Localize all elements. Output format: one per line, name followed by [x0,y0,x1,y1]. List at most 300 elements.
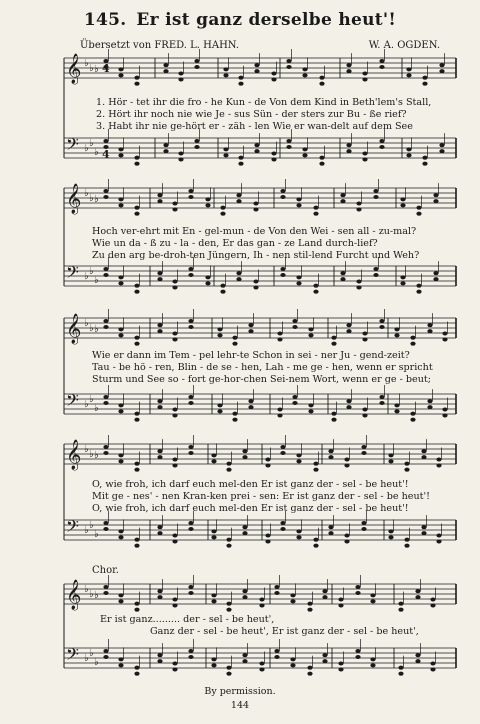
notehead [400,203,405,207]
notehead [415,595,420,599]
notehead [415,589,420,593]
notehead [205,203,210,207]
notehead [103,395,108,399]
notehead [103,319,108,323]
notehead [253,280,258,284]
notehead [355,585,360,589]
flat-sign: ♭ [94,657,99,668]
notehead [134,76,139,80]
notehead [238,82,243,86]
notehead [379,139,384,143]
notehead [292,395,297,399]
notehead [118,593,123,597]
notehead [134,418,139,422]
notehead [103,445,108,449]
notehead [157,589,162,593]
notehead [118,535,123,539]
notehead [400,275,405,279]
notehead [118,275,123,279]
notehead [356,202,361,206]
notehead [118,459,123,463]
flat-sign: ♭ [94,403,99,414]
notehead [178,72,183,76]
flat-sign: ♭ [94,64,99,75]
notehead [340,271,345,275]
flat-sign: ♭ [89,589,94,600]
notehead [286,65,291,69]
lyric-line: Zu den arg be-droh-ten Jüngern, Ih - nen stil-lend Furcht und Weh? [92,250,420,261]
notehead [433,277,438,281]
notehead [404,538,409,542]
notehead [373,189,378,193]
notehead [232,418,237,422]
notehead [442,338,447,342]
notehead [223,73,228,77]
notehead [313,544,318,548]
notehead [220,206,225,210]
notehead [439,149,444,153]
notehead [356,286,361,290]
notehead [319,162,324,166]
notehead [346,323,351,327]
notehead [188,591,193,595]
flat-sign: ♭ [84,399,89,410]
notehead [157,199,162,203]
flat-sign: ♭ [89,63,94,74]
notehead [134,156,139,160]
notehead [265,540,270,544]
hymn-number: 145. [83,10,127,30]
notehead [370,599,375,603]
treble-clef: 𝄞 [66,580,82,610]
notehead [292,325,297,329]
notehead [134,290,139,294]
notehead [103,591,108,595]
notehead [211,663,216,667]
notehead [308,409,313,413]
notehead [157,653,162,657]
notehead [422,82,427,86]
notehead [433,199,438,203]
notehead [290,657,295,661]
notehead [379,319,384,323]
notehead [163,149,168,153]
notehead [226,468,231,472]
notehead [172,534,177,538]
notehead [134,82,139,86]
notehead [172,286,177,290]
notehead [157,329,162,333]
notehead [188,451,193,455]
flat-sign: ♭ [94,450,99,461]
notehead [118,153,123,157]
notehead [103,139,108,143]
notehead [274,649,279,653]
notehead [254,149,259,153]
notehead [226,672,231,676]
notehead [307,672,312,676]
notehead [188,655,193,659]
notehead [211,657,216,661]
notehead [313,284,318,288]
notehead [427,329,432,333]
notehead [226,608,231,612]
notehead [265,534,270,538]
notehead [103,585,108,589]
notehead [398,672,403,676]
notehead [307,666,312,670]
notehead [308,327,313,331]
notehead [248,323,253,327]
notehead [103,273,108,277]
notehead [322,653,327,657]
notehead [103,527,108,531]
flat-sign: ♭ [84,584,89,595]
notehead [134,462,139,466]
notehead [398,666,403,670]
notehead [400,197,405,201]
notehead [134,342,139,346]
notehead [373,267,378,271]
notehead [226,602,231,606]
treble-clef: 𝄞 [66,184,82,214]
notehead [302,73,307,77]
notehead [118,663,123,667]
notehead [362,332,367,336]
notehead [313,206,318,210]
notehead [439,63,444,67]
notehead [439,143,444,147]
lyric-line: Tau - be hö - ren, Blin - de se - hen, Lah - me ge - hen, wenn er spricht [92,362,433,373]
lyric-line: O, wie froh, ich darf euch mel-den Er ist ganz der - sel - be heut'! [92,479,409,490]
notehead [277,414,282,418]
notehead [436,540,441,544]
notehead [242,589,247,593]
notehead [118,409,123,413]
notehead [205,197,210,201]
notehead [103,655,108,659]
notehead [118,281,123,285]
notehead [362,78,367,82]
lyric-line: Mit ge - nes' - nen Kran-ken prei - sen: Er ist ganz der - sel - be heut'! [92,491,430,502]
lyric-line: 1. Hör - tet ihr die fro - he Kun - de Von dem Kind in Beth'lem's Stall, [96,97,432,108]
notehead [226,462,231,466]
notehead [103,195,108,199]
notehead [362,72,367,76]
notehead [259,604,264,608]
notehead [344,540,349,544]
notehead [356,280,361,284]
notehead [346,329,351,333]
notehead [157,659,162,663]
notehead [355,655,360,659]
notehead [290,663,295,667]
notehead [242,653,247,657]
notehead [394,333,399,337]
notehead [296,535,301,539]
notehead [400,281,405,285]
notehead [436,534,441,538]
notehead [236,277,241,281]
notehead [172,408,177,412]
notehead [242,449,247,453]
bass-clef: 𝄢 [66,262,79,286]
notehead [416,290,421,294]
notehead [194,145,199,149]
notehead [319,76,324,80]
notehead [406,73,411,77]
notehead [346,63,351,67]
notehead [172,662,177,666]
notehead [178,158,183,162]
flat-sign: ♭ [89,449,94,460]
notehead [280,273,285,277]
notehead [118,529,123,533]
notehead [280,189,285,193]
treble-clef: 𝄞 [66,54,82,84]
notehead [421,455,426,459]
flat-sign: ♭ [84,318,89,329]
notehead [265,458,270,462]
notehead [103,649,108,653]
notehead [277,332,282,336]
notehead [442,414,447,418]
notehead [280,267,285,271]
notehead [188,445,193,449]
lyric-line: Wie un da - ß zu - la - den, Er das gan - ze Land durch-lief? [92,238,378,249]
lyric-line: 3. Habt ihr nie ge-hört er - zäh - len Wie er wan-delt auf dem See [96,121,413,132]
notehead [404,468,409,472]
notehead [296,203,301,207]
notehead [194,65,199,69]
notehead [388,459,393,463]
notehead [427,405,432,409]
notehead [242,525,247,529]
lyric-line: Hoch ver-ehrt mit En - gel-mun - de Von den Wei - sen all - zu-mal? [92,226,417,237]
notehead [338,668,343,672]
notehead [103,325,108,329]
notehead [178,78,183,82]
notehead [361,445,366,449]
notehead [322,595,327,599]
notehead [134,206,139,210]
bass-clef: 𝄢 [66,390,79,414]
notehead [370,663,375,667]
notehead [134,336,139,340]
notehead [355,649,360,653]
notehead [422,162,427,166]
notehead [370,657,375,661]
flat-sign: ♭ [84,525,89,536]
notehead [163,63,168,67]
notehead [178,152,183,156]
notehead [362,152,367,156]
notehead [118,657,123,661]
notehead [188,195,193,199]
notehead [217,403,222,407]
notehead [157,271,162,275]
notehead [172,540,177,544]
notehead [223,147,228,151]
notehead [296,453,301,457]
notehead [271,78,276,82]
notehead [296,459,301,463]
notehead [433,271,438,275]
notehead [274,655,279,659]
notehead [163,143,168,147]
notehead [188,585,193,589]
bass-clef: 𝄢 [66,644,79,668]
flat-sign: ♭ [89,138,94,149]
notehead [286,139,291,143]
flat-sign: ♭ [84,271,89,282]
bass-clef: 𝄢 [66,134,79,158]
notehead [406,147,411,151]
notehead [415,659,420,663]
notehead [422,156,427,160]
notehead [361,521,366,525]
notehead [194,139,199,143]
notehead [346,69,351,73]
notehead [232,342,237,346]
notehead [388,529,393,533]
notehead [254,63,259,67]
notehead [307,608,312,612]
notehead [188,401,193,405]
notehead [307,602,312,606]
notehead [427,399,432,403]
notehead [421,449,426,453]
notehead [188,267,193,271]
notehead [103,521,108,525]
notehead [388,535,393,539]
time-signature: 4 [102,62,110,75]
lyric-line: O, wie froh, ich darf euch mel-den Er ist ganz der - sel - be heut'! [92,503,409,514]
treble-clef: 𝄞 [66,314,82,344]
notehead [259,668,264,672]
notehead [292,319,297,323]
notehead [379,145,384,149]
notehead [308,333,313,337]
notehead [134,468,139,472]
notehead [220,284,225,288]
notehead [232,412,237,416]
notehead [217,409,222,413]
notehead [433,193,438,197]
notehead [242,595,247,599]
flat-sign: ♭ [84,444,89,455]
notehead [410,418,415,422]
notehead [217,327,222,331]
notehead [188,273,193,277]
notehead [346,399,351,403]
notehead [331,336,336,340]
notehead [254,69,259,73]
notehead [302,153,307,157]
notehead [205,281,210,285]
notehead [404,544,409,548]
notehead [134,608,139,612]
notehead [340,199,345,203]
notehead [188,527,193,531]
notehead [118,599,123,603]
notehead [134,602,139,606]
notehead [253,208,258,212]
notehead [436,464,441,468]
flat-sign: ♭ [89,394,94,405]
notehead [280,521,285,525]
notehead [103,267,108,271]
notehead [379,65,384,69]
notehead [422,76,427,80]
notehead [370,593,375,597]
notehead [296,275,301,279]
notehead [322,659,327,663]
notehead [259,598,264,602]
notehead [103,401,108,405]
flat-sign: ♭ [89,193,94,204]
notehead [427,323,432,327]
notehead [134,162,139,166]
notehead [415,653,420,657]
notehead [188,325,193,329]
notehead [194,59,199,63]
notehead [356,208,361,212]
notehead [134,212,139,216]
notehead [157,405,162,409]
notehead [274,585,279,589]
notehead [211,459,216,463]
flat-sign: ♭ [89,648,94,659]
notehead [379,59,384,63]
notehead [157,455,162,459]
notehead [328,455,333,459]
notehead [188,649,193,653]
notehead [430,604,435,608]
notehead [346,143,351,147]
notehead [223,67,228,71]
notehead [302,67,307,71]
flat-sign: ♭ [89,266,94,277]
notehead [404,462,409,466]
notehead [172,668,177,672]
notehead [211,453,216,457]
notehead [172,464,177,468]
notehead [157,525,162,529]
notehead [296,197,301,201]
notehead [172,208,177,212]
flat-sign: ♭ [94,147,99,158]
notehead [394,409,399,413]
notehead [277,408,282,412]
notehead [118,197,123,201]
notehead [361,527,366,531]
notehead [236,271,241,275]
notehead [134,672,139,676]
notehead [242,531,247,535]
flat-sign: ♭ [84,653,89,664]
notehead [286,59,291,63]
notehead [211,535,216,539]
notehead [355,591,360,595]
notehead [172,604,177,608]
notehead [134,538,139,542]
notehead [398,602,403,606]
flat-sign: ♭ [94,590,99,601]
composer-credit: W. A. OGDEN. [368,40,440,51]
notehead [134,284,139,288]
notehead [274,591,279,595]
